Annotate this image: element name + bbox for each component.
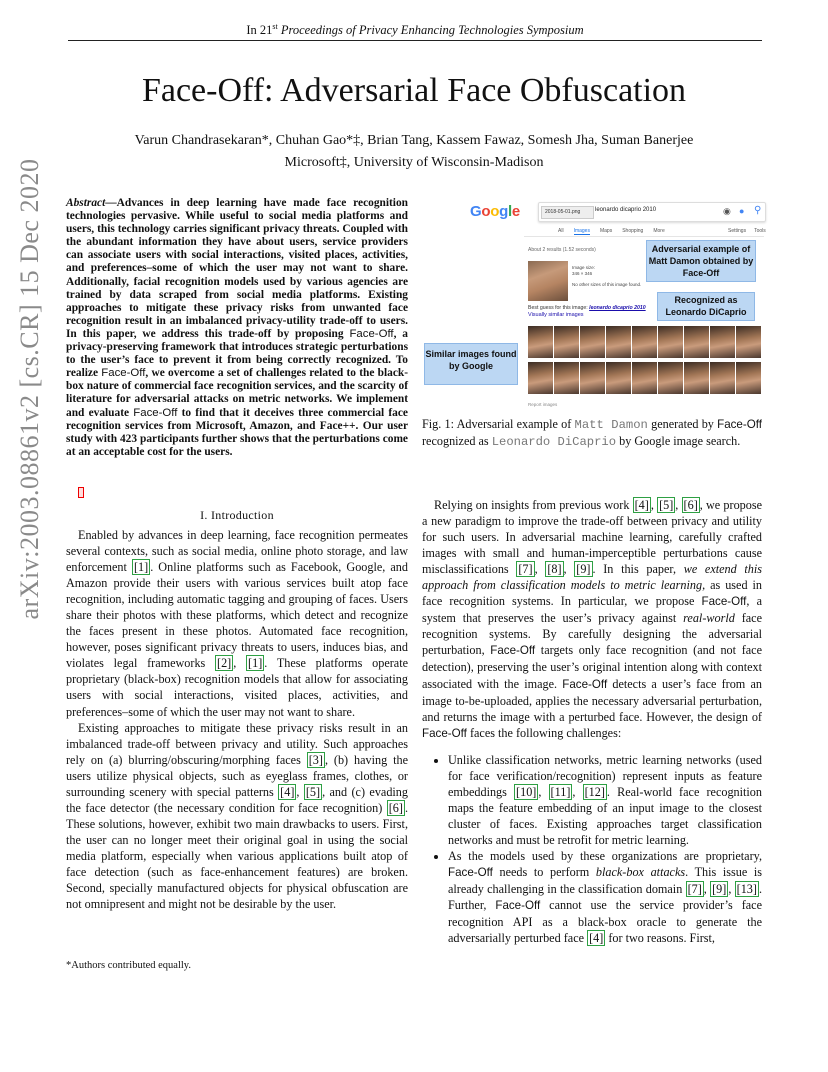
citation-link[interactable]: [3] (308, 752, 323, 767)
similar-image-thumb (684, 326, 709, 358)
annotation-marker (78, 487, 84, 498)
citation-link[interactable]: [5] (659, 498, 674, 512)
tab-more: More (653, 228, 665, 234)
citation-link[interactable]: [7] (687, 882, 702, 897)
tab-maps: Maps (599, 228, 613, 234)
abstract-faceoff-1: Face-Off (349, 327, 394, 340)
abstract-text-3: , we overcome a set of challenges related to the black-box nature of commercial face recognition services, and the scarcity of literature for adversarial attacks on metric networks. We implement and evaluate (66, 367, 409, 419)
intro-paragraph-1: Enabled by advances in deep learning, face recognition permeates several contexts, such as social media, online photo storage, and law enforcement [1] . Online platforms such as Facebook, Google, and Amazon provide their users with various services built atop face recognition, including automatic tagging and grouping of faces. Users share their photos with these platforms, which detect and recognize the faces present in these photos. Automated face recognition, however, poses significant privacy threats to users, induces bias, and violates legal frameworks [2] , [1] . These platforms operate proprietary (black-box) recognition models that allow for associating users with social interactions, visited places, activities, and preferences–some of which the user may not want to share. (66, 528, 408, 719)
tab-all: All (558, 228, 564, 234)
similar-image-thumb (710, 326, 735, 358)
arxiv-margin (12, 24, 48, 754)
footnote: *Authors contributed equally. (66, 960, 192, 971)
similar-image-thumb (632, 326, 657, 358)
citation-link[interactable]: [10] (516, 784, 537, 799)
intro-paragraph-2: Existing approaches to mitigate these privacy risks result in an imbalanced trade-off between privacy and utility. Such approaches rely on (a) blurring/obscuring/morphing faces [3] , (b) having the users utilize physical objects, such as eyeglass frames, clothes, or surrounding scenery with special patterns [4] , [5] , and (c) evading the face detector (the necessary condition for face recognition) [6] . These solutions, however, exhibit two main drawbacks to users. First, the user can no longer meet their original goal in using the social media platform, especially when various applications built atop of face detection (such as face-enhancement features) are broken. Second, specially manufactured objects for physical obfuscation are not omnipresent and might not be desirable by the user. (66, 720, 408, 912)
challenge-list (422, 752, 762, 947)
camera-icon: ◉ (723, 206, 731, 216)
similar-image-thumb (528, 362, 553, 394)
citation-link[interactable]: [6] (388, 800, 403, 815)
header-venue: Proceedings of Privacy Enhancing Technologies Symposium (280, 23, 584, 37)
citation-link[interactable]: [12] (584, 784, 605, 799)
author-block (60, 130, 768, 174)
adversarial-face-image (528, 261, 568, 301)
tab-settings: Settings (728, 228, 747, 234)
callout-adversarial-example: Adversarial example of Matt Damon obtained by Face-Off (646, 240, 756, 282)
paper-title: Face-Off: Adversarial Face Obfuscation (141, 72, 687, 109)
tab-images: Images (573, 228, 590, 234)
tab-tools: Tools (754, 228, 766, 234)
figure-google-search (424, 195, 764, 409)
citation-link[interactable]: [6] (683, 498, 698, 512)
citation-link[interactable]: [1] (248, 656, 263, 671)
abstract-faceoff-2: Face-Off (101, 367, 146, 380)
running-header (68, 22, 762, 41)
citation-link[interactable]: [8] (547, 562, 562, 577)
image-size-info: Image size: 346 × 346 (572, 265, 596, 276)
intro-left-column (66, 527, 408, 912)
similar-image-thumb (606, 362, 631, 394)
header-sup: st (272, 21, 278, 31)
similar-image-thumb (580, 326, 605, 358)
visually-similar-link: Visually similar images (528, 312, 584, 318)
microphone-icon: ● (739, 206, 745, 216)
header-prefix: In 21 (246, 23, 273, 37)
affiliations: Microsoft‡, University of Wisconsin-Madison (284, 155, 544, 170)
report-images-link: Report images (528, 402, 558, 407)
similar-image-thumb (580, 362, 605, 394)
citation-link[interactable]: [11] (550, 784, 571, 799)
section-heading: I. Introduction (200, 508, 274, 522)
citation-link[interactable]: [5] (305, 784, 321, 799)
citation-link[interactable]: [4] (280, 784, 295, 799)
similar-image-thumb (658, 326, 683, 358)
citation-link[interactable]: [13] (736, 882, 757, 897)
abstract-text-1: —Advances in deep learning have made face recognition technologies pervasive. While useful to social media platforms and users, this technology carries significant privacy threats. Coupled with the abundant information they have about users, service providers can associate users with social interactions, visited places, activities, and preferences–some of which the user may not want to share. Additionally, facial recognition models used by various agencies are trained by data scraped from social media platforms. Existing approaches to mitigate these privacy risks from unwanted face recognition result in an imbalanced privacy-utility trade-off to users. In this paper, we address this trade-off by proposing (66, 197, 408, 340)
list-item: • As the models used by these organizations are proprietary, Face-Off needs to perform black-box attacks. This issue is already challenging in the classification domain [7] , [9] , [13] . Further, Face-Off cannot use the service provider’s face recognition API as a black-box oracle to generate the adversarially perturbed face [4] for two reasons. First, (448, 848, 762, 946)
result-stats: About 2 results (1.52 seconds) (528, 247, 596, 253)
callout-similar-images: Similar images found by Google (424, 343, 518, 385)
similar-image-thumb (710, 362, 735, 394)
citation-link[interactable]: [4] (589, 931, 604, 946)
similar-image-thumb (606, 326, 631, 358)
tab-divider (524, 236, 764, 237)
abstract-faceoff-3: Face-Off (133, 406, 178, 419)
similar-image-thumb (658, 362, 683, 394)
google-logo: Google (470, 203, 520, 220)
tab-shopping: Shopping (622, 228, 644, 234)
similar-image-thumb (554, 326, 579, 358)
citation-link[interactable]: [2] (217, 656, 232, 671)
similar-image-thumb (684, 362, 709, 394)
citation-link[interactable]: [9] (576, 562, 591, 577)
search-query: leonardo dicaprio 2010 (595, 207, 657, 213)
best-guess: Best guess for this image: leonardo dicaprio 2010 (528, 305, 646, 311)
author-list: Varun Chandrasekaran*, Chuhan Gao*‡, Brian Tang, Kassem Fawaz, Somesh Jha, Suman Banerjee (134, 133, 694, 148)
citation-link[interactable]: [4] (634, 498, 649, 512)
similar-image-thumb (736, 326, 761, 358)
similar-image-thumb (554, 362, 579, 394)
abstract-text-2: , a privacy-preserving framework that introduces strategic perturbations to the user’s face to prevent it from being correctly recognized. To realize (66, 327, 409, 380)
callout-recognized-as: Recognized as Leonardo DiCaprio (657, 292, 755, 321)
citation-link[interactable]: [7] (518, 562, 533, 577)
figure-caption: Fig. 1: Adversarial example of Matt Damon generated by Face-Off recognized as Leonardo DiCaprio by Google image search. (422, 417, 762, 450)
abstract-label: Abstract (66, 197, 106, 209)
abstract-text-4: to find that it deceives three commercial face recognition services from Microsoft, Amazon, and Face++. Our user study with 423 participants further shows that the perturbations come at an acceptable cost for the users. (66, 406, 408, 458)
image-chip: 2018-05-01.png (541, 206, 594, 219)
search-box (538, 202, 766, 222)
arxiv-id: arXiv:2003.08861v2 [cs.CR] 15 Dec 2020 (15, 158, 44, 620)
search-tabs-right (720, 228, 766, 234)
citation-link[interactable]: [9] (712, 882, 727, 897)
other-sizes-note: No other sizes of this image found. (572, 282, 642, 287)
citation-link[interactable]: [1] (133, 560, 149, 575)
search-icon: ⚲ (754, 205, 762, 216)
best-guess-link: leonardo dicaprio 2010 (589, 305, 646, 311)
similar-image-thumb (528, 326, 553, 358)
list-item: • Unlike classification networks, metric learning networks (used for face verification/recognition) represent inputs as feature embeddings [10] , [11] , [12] . Real-world face recognition maps the feature embedding of an input image to the closest cluster of faces. Existing approaches target classification networks and must be retrofit for metric learning. (448, 752, 762, 848)
right-paragraph-1: Relying on insights from previous work [4] , [5] , [6] , we propose a new paradigm to improve the trade-off between privacy and utility for such users. In adversarial machine learning, carefully crafted images with small and human-imperceptible perturbations cause misclassifications [7] , [8] , [9] . In this paper, we extend this approach from classification models to metric learning, as used in face recognition systems. In particular, we propose Face-Off, a system that preserves the user’s privacy against real-world face recognition systems. By carefully designing the adversarial perturbation, Face-Off targets only face recognition (and not face detection), preserving the user’s original intention along with context associated with the image. Face-Off detects a user’s face from an image to-be-uploaded, applies the necessary adversarial perturbation, and returns the image with a perturbed face. However, the design of Face-Off faces the following challenges: (422, 498, 763, 740)
search-tabs (558, 228, 675, 234)
similar-image-thumb (632, 362, 657, 394)
abstract (66, 197, 408, 459)
intro-right-column (422, 497, 762, 946)
similar-image-thumb (736, 362, 761, 394)
